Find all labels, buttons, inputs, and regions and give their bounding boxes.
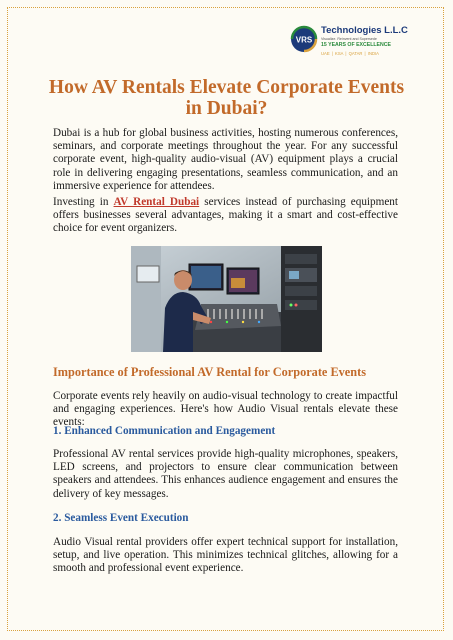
- logo-countries: UAE | KSA | QATAR | INDIA: [321, 51, 379, 56]
- invest-text-after: services instead of purchasing equipment offers businesses several advantages, making it a smart and cost-effective choice for event organizers.: [53, 196, 398, 235]
- logo-tagline: Visualize. Reinvent and Supersede: [321, 37, 377, 41]
- intro-paragraph: Dubai is a hub for global business activities, hosting numerous conferences, seminars, and corporate meetings throughout the year. For any successful corporate event, high-quality audio-visual (AV) equipment plays a crucial role in delivering engaging presentations, seamless communication, and an immersive experience for attendees.: [53, 127, 398, 192]
- section-intro-paragraph: Corporate events rely heavily on audio-visual technology to create impactful and engaging experiences. Here's how Audio Visual rentals elevate these events:: [53, 390, 398, 429]
- point-2-body: Audio Visual rental providers offer expert technical support for installation, setup, and live operation. This minimizes technical glitches, allowing for a smooth and professional event experience.: [53, 536, 398, 575]
- logo-company-name: Technologies L.L.C: [321, 25, 408, 36]
- company-logo: [289, 22, 439, 62]
- document-title: How AV Rentals Elevate Corporate Events in Dubai?: [48, 77, 405, 119]
- logo-years: 15 YEARS OF EXCELLENCE: [321, 42, 391, 48]
- point-2-heading: 2. Seamless Event Execution: [53, 512, 189, 524]
- invest-text-before: Investing in: [53, 196, 114, 208]
- point-1-body: Professional AV rental services provide high-quality microphones, speakers, LED screens, and projectors to ensure clear communication between speakers and attendees. This enhances audience engagement and ensures the delivery of key messages.: [53, 448, 398, 500]
- logo-mark-text: VRS: [295, 35, 313, 45]
- invest-paragraph: [53, 196, 398, 236]
- av-technician-photo: [131, 246, 322, 352]
- logo-mark-icon: [289, 24, 319, 54]
- av-rental-dubai-link[interactable]: AV Rental Dubai: [113, 196, 200, 208]
- point-1-heading: 1. Enhanced Communication and Engagement: [53, 425, 276, 437]
- section-heading: Importance of Professional AV Rental for Corporate Events: [53, 365, 366, 379]
